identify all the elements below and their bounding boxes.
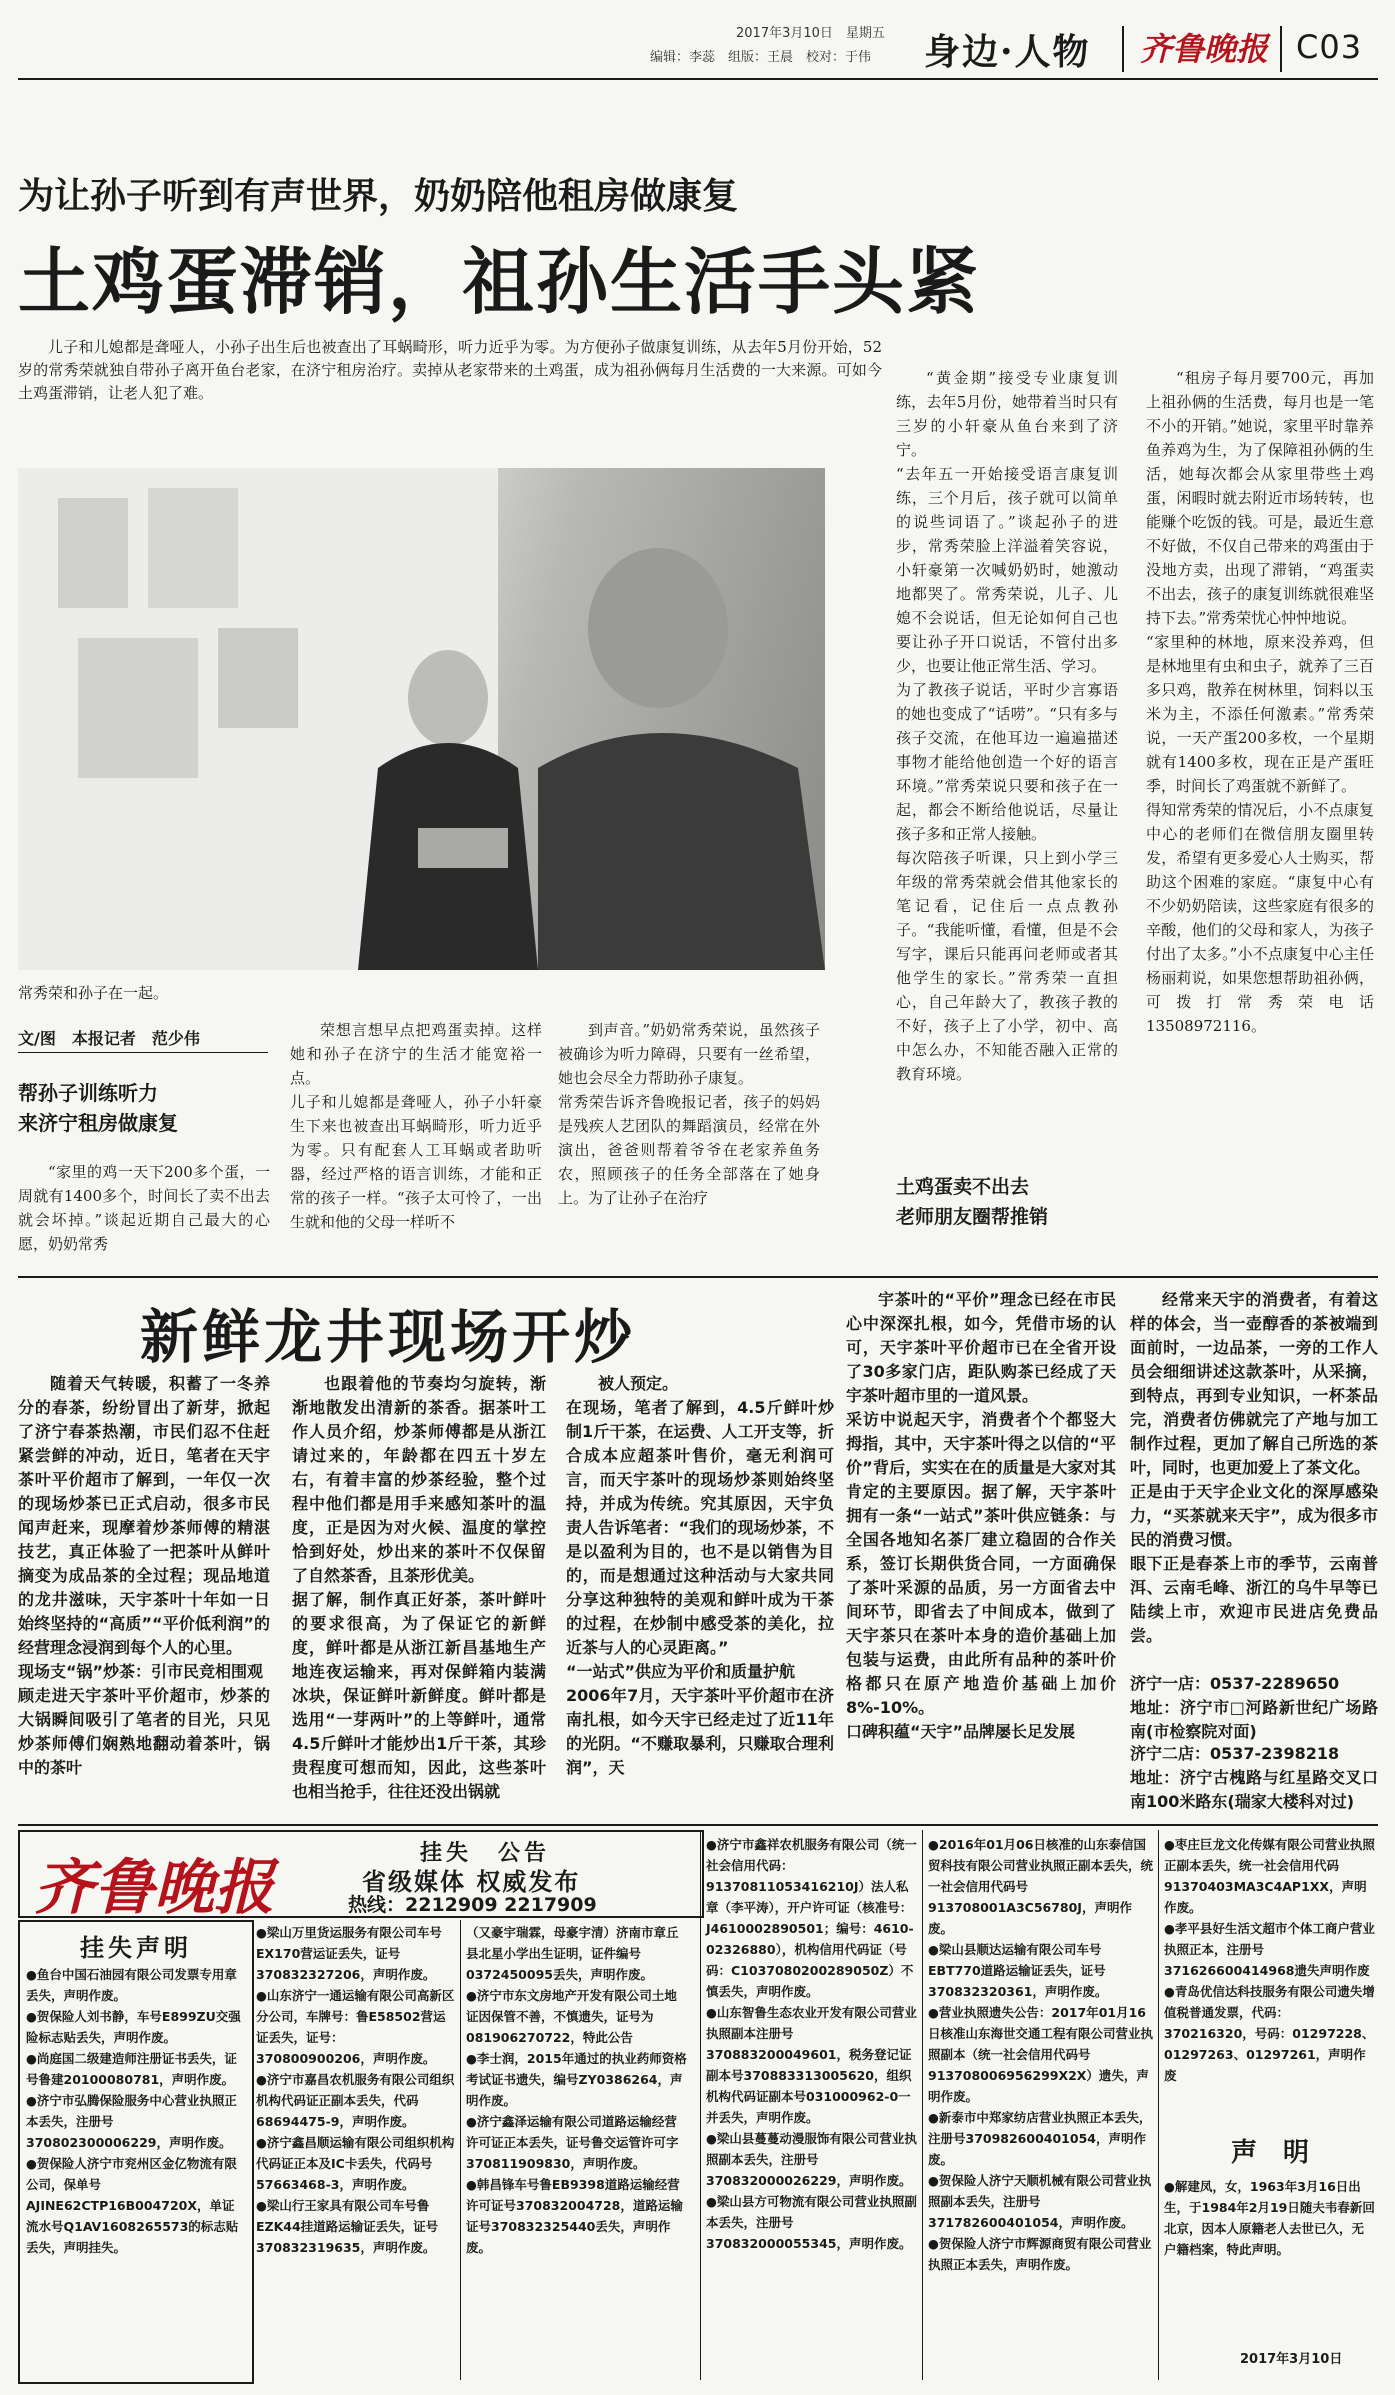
article1-col5: “租房子每月要700元，再加上祖孙俩的生活费，每月也是一笔不小的开销。”她说，家里平时靠养鱼养鸡为生，为了保障祖孙俩的生活，她每次都会从家里带些土鸡蛋，闲暇时就去附近市场转转，也能赚个吃饭的钱。可是，最近生意不好做，不仅自己带来的鸡蛋由于没地方卖，出现了滞销，“鸡蛋卖不出去，孩子的康复训练就很难坚持下去。”常秀荣忧心忡忡地说。 “家里种的林地，原来没养鸡，但是林地里有虫和虫子，就养了三百多只鸡，散养在树林里，饲料以玉米为主，不添任何激素。”常秀荣说，一天产蛋200多枚，一个星期就有1400多枚，现在正是产蛋旺季，时间长了鸡蛋就不新鲜了。 得知常秀荣的情况后，小不点康复中心的老师们在微信朋友圈里转发，希望有更多爱心人士购买，帮助这个困难的家庭。“康复中心有不少奶奶陪读，这些家庭有很多的辛酸，他们的父母和家人，为孩子付出了太多。”小不点康复中心主任杨丽莉说，如果您想帮助祖孙俩，可拨打常秀荣电话13508972116。 <box>1146 369 1374 1035</box>
subhead-training: 帮孙子训练听力 来济宁租房做康复 <box>18 1081 178 1135</box>
loss-heading: 挂失声明 <box>80 1934 192 1962</box>
notices-col6: ●枣庄巨龙文化传媒有限公司营业执照正副本丢失，统一社会信用代码91370403MA3C4AP1XX，声明作废。 ●孝平县好生活文超市个体工商户营业执照正本，注册号371626600414968遗失声明作废 ●青岛优信达科技服务有限公司遗失增值税普通发票，代码：370216320，号码：01297228、01297263、01297261，声明作废 <box>1164 1837 1375 2083</box>
notices-brand: 齐鲁晚报 <box>34 1853 274 1923</box>
issue-date: 2017年3月10日 星期五 <box>736 26 885 41</box>
subhead-eggs: 土鸡蛋卖不出去 老师朋友圈帮推销 <box>896 1176 1049 1228</box>
notices-banner <box>18 1830 704 1923</box>
article1-col1: “家里的鸡一天下200多个蛋，一周就有1400多个，时间长了卖不出去就会坏掉。”谈起近期自己最大的心愿，奶奶常秀 <box>18 1163 270 1253</box>
notices-col2: ●梁山万里货运服务有限公司车号EX170营运证丢失，证号370832327206，声明作废。 ●山东济宁一通运输有限公司高新区分公司，车牌号：鲁E58502营运证丢失，证号：370800900206，声明作废。 ●济宁市嘉昌农机服务有限公司组织机构代码证正副本丢失，代码68694475-9，声明作废。 ●济宁鑫昌顺运输有限公司组织机构代码证正本及IC卡丢失，代码号57663468-3，声明作废。 ●梁山行王家具有限公司车号鲁EZK44挂道路运输证丢失，证号370832319635，声明作废。 <box>256 1925 455 2255</box>
section-title: 身边·人物 <box>924 31 1091 73</box>
notices-col1: ●鱼台中国石油园有限公司发票专用章丢失，声明作废。 ●贺保险人刘书静，车号E899ZU交强险标志贴丢失，声明作废。 ●尚庭国二级建造师注册证书丢失，证号鲁建20100080781，声明作废。 ●济宁市弘腾保险服务中心营业执照正本丢失，注册号370802300006229，声明作废。 ●贺保险人济宁市兖州区金亿物流有限公司，保单号AJINE62CTP16B004720X，单证流水号Q1AV1608265573的标志贴丢失，声明挂失。 <box>26 1967 241 2255</box>
store-info-1: 济宁一店：0537-2289650 地址：济宁市□河路新世纪广场路南(市检察院对面) <box>1130 1674 1378 1741</box>
article2-headline: 新鲜龙井现场开炒 <box>140 1303 637 1371</box>
article1-headline: 土鸡蛋滞销，祖孙生活手头紧 <box>18 240 981 324</box>
brand-logo: 齐鲁晚报 <box>1140 30 1269 68</box>
staff-credits: 编辑：李蕊 组版：王晨 校对：于伟 <box>650 50 872 65</box>
notices-col5: ●2016年01月06日核准的山东泰信国贸科技有限公司营业执照正副本丢失，统一社会信用代码号913708001A3C56780J，声明作废。 ●梁山县顺达运输有限公司车号EBT770道路运输证丢失，证号370832320361，声明作废。 ●营业执照遗失公告：2017年01月16日核准山东海世交通工程有限公司营业执照副本（统一社会信用代码号913708006956299X2X）遗失，声明作废。 ●新泰市中郑家纺店营业执照正本丢失，注册号370982600401054，声明作废。 ●贺保险人济宁天顺机械有限公司营业执照副本丢失，注册号371782600401054，声明作废。 ●贺保险人济宁市辉源商贸有限公司营业执照正本丢失，声明作废。 <box>928 1837 1154 2272</box>
article2-col4: 宇茶叶的“平价”理念已经在市民心中深深扎根，如今，凭借市场的认可，天宇茶叶平价超市已在全省开设了30多家门店，距队购茶已经成了天宇茶叶超市里的一道风景。 采访中说起天宇，消费者个个都竖大拇指，其中，天宇茶叶得之以信的“平价”背后，实实在在的质量是大家对其肯定的主要原因。据了解，天宇茶叶拥有一条“一站式”茶叶供应链条：与全国各地知名茶厂建立稳固的合作关系，签订长期供货合同，一方面确保了茶叶采源的品质，另一方面省去中间环节，即省去了中间成本，做到了天宇茶只在茶叶本身的造价基础上加包装与运费，由此所有品种的茶叶价格都只在原产地造价基础上加价8%-10%。 口碑积蕴“天宇”品牌屡长足发展 <box>846 1290 1116 1741</box>
article2-col1: 随着天气转暖，积蓄了一冬养分的春茶，纷纷冒出了新芽，掀起了济宁春茶热潮，市民们忍不住赶紧尝鲜的冲动，近日，笔者在天宇茶叶平价超市了解到，一年仅一次的现场炒茶已正式启动，很多市民闻声赶来，现摩着炒茶师傅的精湛技艺，真正体验了一把茶叶从鲜叶摘变为成品茶的全过程；现品地道的龙井滋味，天宇茶叶十年如一日始终坚持的“高质”“平价低利润”的经营理念浸润到每个人的心里。 现场支“锅”炒茶：引市民竞相围观 顾走进天宇茶叶平价超市，炒茶的大锅瞬间吸引了笔者的目光，只见炒茶师傅们娴熟地翻动着茶叶，锅中的茶叶 <box>18 1374 270 1777</box>
article1-kicker: 为让孙子听到有声世界，奶奶陪他租房做康复 <box>18 176 739 217</box>
article1-col2: 荣想言想早点把鸡蛋卖掉。这样她和孙子在济宁的生活才能宽裕一点。 儿子和儿媳都是聋哑人，孙子小轩豪生下来也被查出耳蜗畸形，听力近乎为零。只有配套人工耳蜗或者助听器，经过严格的语言训练，才能和正常的孩子一样。“孩子太可怜了，一出生就和他的父母一样听不 <box>290 1021 542 1231</box>
statement-body: ●解建凤，女，1963年3月16日出生，于1984年2月19日随夫韦春新回北京，因本人原籍老人去世已久，无户籍档案，特此声明。 <box>1164 2179 1375 2257</box>
article1-lead: 儿子和儿媳都是聋哑人，小孙子出生后也被查出了耳蜗畸形，听力近乎为零。为方便孙子做康复训练，从去年5月份开始，52岁的常秀荣就独自带孙子离开鱼台老家，在济宁租房治疗。卖掉从老家带来的土鸡蛋，成为祖孙俩每月生活费的一大来源。可如今土鸡蛋滞销，让老人犯了难。 <box>18 338 882 402</box>
page-number: C03 <box>1296 28 1363 66</box>
article2-col2: 也跟着他的节奏均匀旋转，渐渐地散发出清新的茶香。据茶叶工作人员介绍，炒茶师傅都是从浙江请过来的，年龄都在四五十岁左右，有着丰富的炒茶经验，整个过程中他们都是用手来感知茶叶的温度，正是因为对火候、温度的掌控恰到好处，炒出来的茶叶不仅保留了自然茶香，且茶形优美。 据了解，制作真正好茶，茶叶鲜叶的要求很高，为了保证它的新鲜度，鲜叶都是从浙江新昌基地生产地连夜运输来，再对保鲜箱内装满冰块，保证鲜叶新鲜度。鲜叶都是选用“一芽两叶”的上等鲜叶，通常4.5斤鲜叶才能炒出1斤干茶，其珍贵程度可想而知，因此，这些茶叶也相当抢手，往往还没出锅就 <box>292 1374 546 1801</box>
article1-col4: “黄金期”接受专业康复训练，去年5月份，她带着当时只有三岁的小轩豪从鱼台来到了济宁。 “去年五一开始接受语言康复训练，三个月后，孩子就可以简单的说些词语了。”谈起孙子的进步，常秀荣脸上洋溢着笑容说，小轩豪第一次喊奶奶时，她激动地都哭了。常秀荣说，儿子、儿媳不会说话，但无论如何自己也要让孙子开口说话，不管付出多少，也要让他正常生活、学习。 为了教孩子说话，平时少言寡语的她也变成了“话唠”。“只有多与孩子交流，在他耳边一遍遍描述事物才能给他创造一个好的语言环境。”常秀荣说只要和孩子在一起，都会不断给他说话，尽量让孩子多和正常人接触。 每次陪孩子听课，只上到小学三年级的常秀荣就会借其他家长的笔记看，记住后一点点教孙子。“我能听懂，看懂，但是不会写字，课后只能再问老师或者其他学生的家长。”常秀荣一直担心，自己年龄大了，教孩子教的不好，孩子上了小学，初中、高中怎么办，不知能否融入正常的教育环境。 <box>896 369 1118 1083</box>
article2-col3: 被人预定。 在现场，笔者了解到，4.5斤鲜叶炒制1斤干茶，在运费、人工开支等，折合成本应超茶叶售价，毫无利润可言，而天宇茶叶的现场炒茶则始终坚持，并成为传统。究其原因，天宇负责人告诉笔者：“我们的现场炒茶，不是以盈利为目的，也不是以销售为目的，而是想通过这种活动与大家共同分享这种独特的美观和鲜叶成为干茶的过程，在炒制中感受茶的美化，拉近茶与人的心灵距离。” “一站式”供应为平价和质量护航 2006年7月，天宇茶叶平价超市在济南扎根，如今天宇已经走过了近11年的光阴。“不赚取暴利，只赚取合理利润”，天 <box>566 1374 834 1777</box>
article1-photo <box>18 468 825 970</box>
photo-caption: 常秀荣和孙子在一起。 <box>18 984 169 1002</box>
loss-notice-box <box>18 1920 254 2384</box>
notices-slogan: 省级媒体 权威发布 <box>362 1868 581 1896</box>
notices-col4: ●济宁市鑫祥农机服务有限公司（统一社会信用代码：91370811053416210J）法人私章（李平涛），开户许可证（核准号：J4610002890501；编号：4610-02326880），机构信用代码证（号码：C1037080200289050Z）不慎丢失，声明作废。 ●山东智鲁生态农业开发有限公司营业执照副本注册号370883200049601，税务登记证副本号370883313005620，组织机构代码证副本号031000962-0一并丢失，声明作废。 ●梁山县蔓蔓动漫服饰有限公司营业执照副本丢失，注册号370832000026229，声明作废。 ●梁山县方可物流有限公司营业执照副本丢失，注册号370832000055345，声明作废。 <box>706 1837 917 2251</box>
store-info-2: 济宁二店：0537-2398218 地址：济宁古槐路与红星路交叉口南100米路东(瑞家大楼科对过) <box>1130 1744 1378 1811</box>
byline: 文/图 本报记者 范少伟 <box>18 1029 200 1048</box>
notices-title: 挂失 公告 <box>420 1841 551 1866</box>
article2-col5: 经常来天宇的消费者，有着这样的体会，当一壶醇香的茶被端到面前时，一边品茶，一旁的工作人员会细细讲述这款茶叶，从采摘，到特点，再到专业知识，一杯茶品完，消费者仿佛就完了产地与加工制作过程，更加了解自己所选的茶叶，同时，也更加爱上了茶文化。 正是由于天宇企业文化的深厚感染力，“买茶就来天宇”，成为很多市民的消费习惯。 眼下正是春茶上市的季节，云南普洱、云南毛峰、浙江的乌牛早等已陆续上市，欢迎市民进店免费品尝。 <box>1130 1290 1378 1645</box>
statement-date: 2017年3月10日 <box>1240 2352 1343 2367</box>
article1-col3: 到声音。”奶奶常秀荣说，虽然孩子被确诊为听力障碍，只要有一丝希望，她也会尽全力帮助孙子康复。 常秀荣告诉齐鲁晚报记者，孩子的妈妈是残疾人艺团队的舞蹈演员，经常在外演出，爸爸则帮着爷爷在老家养鱼务农，照顾孩子的任务全部落在了她身上。为了让孙子在治疗 <box>558 1021 820 1207</box>
statement-title: 声 明 <box>1230 2138 1309 2168</box>
notices-col3: （又豪宇瑞霖，母豪宇清）济南市章丘县北星小学出生证明，证件编号0372450095丢失，声明作废。 ●济宁市东文房地产开发有限公司土地证因保管不善，不慎遗失，证号为081906270722，特此公告 ●李士润，2015年通过的执业药师资格考试证书遗失，编号ZY0386264，声明作废。 ●济宁鑫泽运输有限公司道路运输经营许可证正本丢失，证号鲁交运管许可字370811909830，声明作废。 ●韩昌锋车号鲁EB9398道路运输经营许可证号370832004728，道路运输证号370832325440丢失，声明作废。 <box>466 1925 687 2255</box>
notices-hotline: 热线：2212909 2217909 <box>348 1894 597 1916</box>
